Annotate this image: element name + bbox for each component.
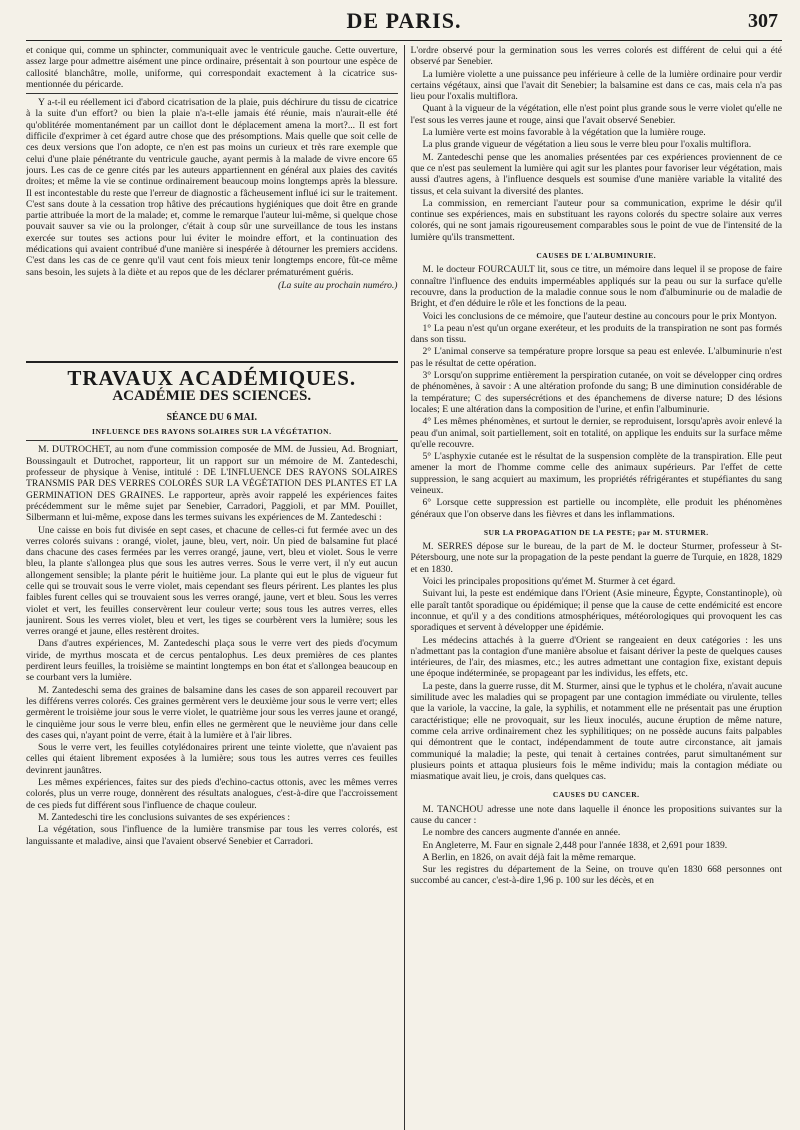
paragraph: M. SERRES dépose sur le bureau, de la part de M. le docteur Sturmer, professeur à St-Pétersbourg, une note sur la propagation de la peste pendant la guerre de Turquie, en 1828, 1829 et en 1830. xyxy=(410,541,782,575)
divider xyxy=(26,440,398,441)
paragraph: Y a-t-il eu réellement ici d'abord cicatrisation de la plaie, puis déchirure du tissu de cicatrice à la suite d'un effort? ou bien la plaie n'a-t-elle jamais été réunie, mais n'aurait-elle été qu'oblitérée momentanément par un caillot dont le déplacement amena la mort?... Il est fort difficile d'exprimer à cet égard autre chose que des présomptions. Mais quelle que soit celle de ces deux versions que l'on adopte, ce n'en est pas moins un curieux et très rare exemple que celui d'une plaie pénétrante du ventricule gauche, ayant permis à la malade de vivre encore 65 jours. Les cas de ce genre cités par les auteurs appartiennent en général aux plaies des cavités droites; et même la vie se continue ordinairement beaucoup moins longtemps après la blessure. Il est incontestable du reste que l'erreur de diagnostic a fâcheusement influé ici sur le traitement. C'est sans doute à la cessation trop hâtive des précautions hygiéniques que doit être en grande partie attribuée la mort de la malade; et, comme le remarque l'auteur lui-même, si quelque chose pouvait sauver sa vie ou la prolonger, c'était à coup sûr une surveillance de tous les instans exercée sur toutes ses actions pour lui éviter le moindre effort, et la continuation des médications qui avaient contribué d'une manière si inespérée à détourner les premiers accidens. C'est dans les cas de ce genre qu'il vaut cent fois mieux tenir longtemps encore, fût-ce même sans besoin, les sujets à la diète et au repos que de les déclarer prématurément guéris. xyxy=(26,97,398,278)
section-heading-peste: SUR LA PROPAGATION DE LA PESTE; par M. STURMER. xyxy=(483,527,709,537)
paragraph: 3° Lorsqu'on supprime entièrement la perspiration cutanée, on voit se développer cinq ordres de phénomènes, à savoir : A une altération profonde du sang; B une diminution considérable de la température; C des supersécrétions et des épanchemens de diverse nature; D des lésions locales; E une altération dans la composition de l'urine, et enfin l'albuminurie. xyxy=(410,370,782,415)
paragraph: 1° La peau n'est qu'un organe exeréteur, et les produits de la transpiration ne sont pas formés dans son tissu. xyxy=(410,322,782,346)
paragraph: La lumière verte est moins favorable à la végétation que la lumière rouge. xyxy=(422,127,706,139)
paragraph: Dans d'autres expériences, M. Zantedeschi plaça sous le verre vert des pieds d'ocymum viride, de myrthus moscata et de cercus pentalophus. Les deux premières de ces plantes perdirent leurs feuilles, la troisième se maintint longtemps en bon état et s'allongea beaucoup en se courbant vers la lumière. xyxy=(26,638,398,684)
academy-title: ACADÉMIE DES SCIENCES. xyxy=(112,387,312,404)
paragraph: Voici les principales propositions qu'émet M. Sturmer à cet égard. xyxy=(422,576,676,588)
left-column xyxy=(26,45,404,1130)
section-divider xyxy=(26,361,398,363)
paragraph: La peste, dans la guerre russe, dit M. Sturmer, ainsi que le typhus et le choléra, n'avait aucune similitude avec les maladies qui se propagent par une contagion immédiate ou virulente, telles que la variole, la vaccine, la gale, la syphilis, et notamment elle ne présentait pas une éruption caractéristique; elle ne provoquait, sur les lieux inoculés, aucune éruption de même nature, comme cela arrive ordinairement chez les syphilitiques; on ne possède aucuns faits palpables qui démontrent que le contact, indépendamment de toute autre circonstance, ait jamais communiqué la maladie; la peste, qui tenait à certaines contrées, parut simultanément sur plusieurs points et attaqua plusieurs fois le même individu; mais la contagion médiate ou miasmatique avait lieu, je crois, dans quelques cas. xyxy=(410,680,782,783)
paragraph: Voici les conclusions de ce mémoire, que l'auteur destine au concours pour le prix Montyon. xyxy=(422,310,777,322)
paragraph: M. Zantedeschi tire les conclusions suivantes de ses expériences : xyxy=(38,811,291,823)
paragraph: 4° Les mêmes phénomènes, et surtout le dernier, se reproduisent, lorsqu'après avoir enlevé la peau d'un animal, soit partiellement, soit en totalité, on applique les enduits sur la surface même qu'elle recouvre. xyxy=(410,416,782,450)
paragraph: 6° Lorsque cette suppression est partielle ou incomplète, elle produit les phénomènes généraux que l'on observe dans les fièvres et dans les inflammations. xyxy=(410,497,782,520)
paragraph: A Berlin, en 1826, on avait déjà fait la même remarque. xyxy=(422,851,636,863)
paragraph: Sur les registres du département de la Seine, on trouve qu'en 1830 668 personnes ont succombé au cancer, c'est-à-dire 1,96 p. 100 sur les décès, et en xyxy=(410,864,782,887)
paragraph: M. le docteur FOURCAULT lit, sous ce titre, un mémoire dans lequel il se propose de faire connaître l'influence des enduits imperméables appliqués sur la peau ou sur la surface qu'elle recouvre, dans la production de la maladie connue sous le nom d'albuminurie ou de maladie de Bright, et d'en déduire le rôle et les fonctions de la peau. xyxy=(410,264,782,310)
paragraph: Sous le verre vert, les feuilles cotylédonaires prirent une teinte violette, que n'avaient pas celles qui étaient librement exposées à la lumière; sous tous les autres verres ces feuilles devinrent jaunâtres. xyxy=(26,742,398,776)
paragraph: Les médecins attachés à la guerre d'Orient se rangeaient en deux catégories : les uns n'admettant pas la contagion d'une manière absolue et faisant dériver la peste de quelques causes intérieures, de l'air, des miasmes, etc.; les autres admettant une contagion fixe, existant depuis une époque indéterminée, se propageant par les individus, les effets, etc. xyxy=(410,634,782,680)
paragraph: M. DUTROCHET, au nom d'une commission composée de MM. de Jussieu, Ad. Brogniart, Boussingault et Dutrochet, rapporteur, lit un rapport sur un mémoire de M. Zantedeschi, professeur de physique à Venise, intitulé : DE L'INFLUENCE DES RAYONS SOLAIRES TRANSMIS PAR DES VERRES COLORÉS SUR LA VÉGÉTATION DES PLANTES ET LA GERMINATION DES GRAINES. Le rapporteur, après avoir rappelé les expériences faites précédemment sur le même sujet par Senebier, Carradori, Paggioli, et par MM. Pouillet, Silbermann et lui-même, expose dans les termes suivans les expériences de M. Zantedeschi : xyxy=(26,444,398,524)
session-title: SÉANCE DU 6 MAI. xyxy=(166,411,258,423)
continuation-note: (La suite au prochain numéro.) xyxy=(278,279,398,291)
paragraph: L'ordre observé pour la germination sous les verres colorés est différent de celui qui a été observé par Senebier. xyxy=(410,45,782,68)
paragraph: La végétation, sous l'influence de la lumière transmise par tous les verres colorés, est languissante et maladive, ainsi que l'avaient observé Senebier et Carradori. xyxy=(26,824,398,847)
paragraph: M. TANCHOU adresse une note dans laquelle il énonce les propositions suivantes sur la cause du cancer : xyxy=(410,803,782,826)
masthead xyxy=(26,6,782,41)
section-heading-albuminurie: CAUSES DE L'ALBUMINURIE. xyxy=(536,251,657,261)
page-number: 307 xyxy=(748,10,778,32)
section-title: TRAVAUX ACADÉMIQUES. xyxy=(67,366,357,391)
section-heading-cancer: CAUSES DU CANCER. xyxy=(552,790,640,800)
paragraph: M. Zantedeschi sema des graines de balsamine dans les cases de son appareil recouvert par les différens verres colorés. Ces graines germèrent vers le deuxième jour sous le verre vert; elles germèrent le troisième jour sous le verre violet, le quatrième jour sous les verres jaune et orangé, le cinquième jour sous le verre bleu, enfin elles ne germèrent que le neuvième jour dans celle des cases qui, n'ayant point de verre, était à la lumière et à l'air libres. xyxy=(26,684,398,741)
paragraph: 5° L'asphyxie cutanée est le résultat de la suspension complète de la transpiration. Elle peut amener la mort de l'homme comme celle des animaux supérieurs. Par l'effet de cette suppression, le sang acquiert au maximum, les propriétés réfrigérantes et stupéfiantes du sang veineux. xyxy=(410,451,782,496)
paragraph: En Angleterre, M. Faur en signale 2,448 pour l'année 1838, et 2,691 pour 1839. xyxy=(422,839,728,851)
paragraph: Les mêmes expériences, faites sur des pieds d'echino-cactus ottonis, avec les mêmes verres colorés, plus un verre rouge, donnèrent des résultats analogues, c'est-à-dire que l'accroissement de ces pieds fut différent sous l'influence de chaque couleur. xyxy=(26,777,398,811)
paragraph: Suivant lui, la peste est endémique dans l'Orient (Asie mineure, Égypte, Constantinople), où elle paraît tantôt sporadique ou épidémique; il pense que la cause de cette endémicité est encore inconnue, et qu'il y a des conditions atmosphériques, météorologiques qui provoquent les cas sporadiques et servent à développer une épidémie. xyxy=(410,588,782,634)
paragraph: et conique qui, comme un sphincter, communiquait avec le ventricule gauche. Cette ouverture, assez large pour admettre aisément une pince ordinaire, présentait à son pourtour une espèce de callosité blanchâtre, molle, uniforme, qui correspondait exactement à la cicatrice sus-mentionnée du péricarde. xyxy=(26,45,398,90)
paragraph: Quant à la vigueur de la végétation, elle n'est point plus grande sous le verre violet qu'elle ne l'est sous les verres jaune et rouge, ainsi que l'avait observé Senebier. xyxy=(410,103,782,126)
masthead-title: DE PARIS. xyxy=(346,8,462,33)
paragraph: La commission, en remerciant l'auteur pour sa communication, exprime le désir qu'il continue ses expériences, mais en substituant les rayons colorés du spectre solaire aux verres colorés, qui ne sont jamais rigoureusement comparables sous le point de vue de l'intensité de la lumière qu'ils transmettent. xyxy=(410,197,782,243)
paragraph: La lumière violette a une puissance peu inférieure à celle de la lumière ordinaire pour verdir certains végétaux, ainsi que l'avait dit Senebier; la balsamine est dans ce cas, mais cela n'a pas lieu pour l'oxalis multiflora. xyxy=(410,68,782,103)
paragraph: La plus grande vigueur de végétation a lieu sous le verre bleu pour l'oxalis multiflora. xyxy=(422,139,752,151)
paragraph: Une caisse en bois fut divisée en sept cases, et chacune de celles-ci fut fermée avec un des verres colorés suivans : orangé, violet, jaune, bleu, vert, noir. Un pied de balsamine fut placé dans chacune des cases fermées par les verres orangé, jaune, vert, bleu et violet. Sous le verre bleu, la plante s'allongea plus que sous les autres verres. Sous le verre vert, il n'y eut aucun allongement sensible; la plante périt le huitième jour. La plante qui eut le plus de vigueur fut celle qui se trouvait sous le verre violet, mais cependant ses fleurs périrent. Les plantes les plus faibles furent celles qui se trouvaient sous les verres orangé, jaune, vert et bleu. Sous les verres violet et vert, les feuilles conservèrent leur couleur verte; sous tous les autres verres, elles jaunirent. Sous les verres violet, bleu et vert, les tiges se courbèrent vers la lumière; sous les verres orangé et jaune, elles restèrent droites. xyxy=(26,524,398,638)
paragraph: M. Zantedeschi pense que les anomalies présentées par ces expériences proviennent de ce que ce n'est pas seulement la lumière qui agit sur les plantes pour favoriser leur végétation, mais aussi d'autres agens, à l'influence desquels est soumise d'une manière variable la vitalité des tissus, et cela suivant la diversité des plantes. xyxy=(410,151,782,197)
right-column xyxy=(404,45,783,1130)
paragraph: Le nombre des cancers augmente d'année en année. xyxy=(422,827,621,839)
divider xyxy=(26,93,398,94)
paragraph: 2° L'animal conserve sa température propre lorsque sa peau est enlevée. L'albuminurie n'est pas le résultat de cette opération. xyxy=(410,346,782,369)
sub-heading: INFLUENCE DES RAYONS SOLAIRES SUR LA VÉGÉTATION. xyxy=(92,427,332,437)
